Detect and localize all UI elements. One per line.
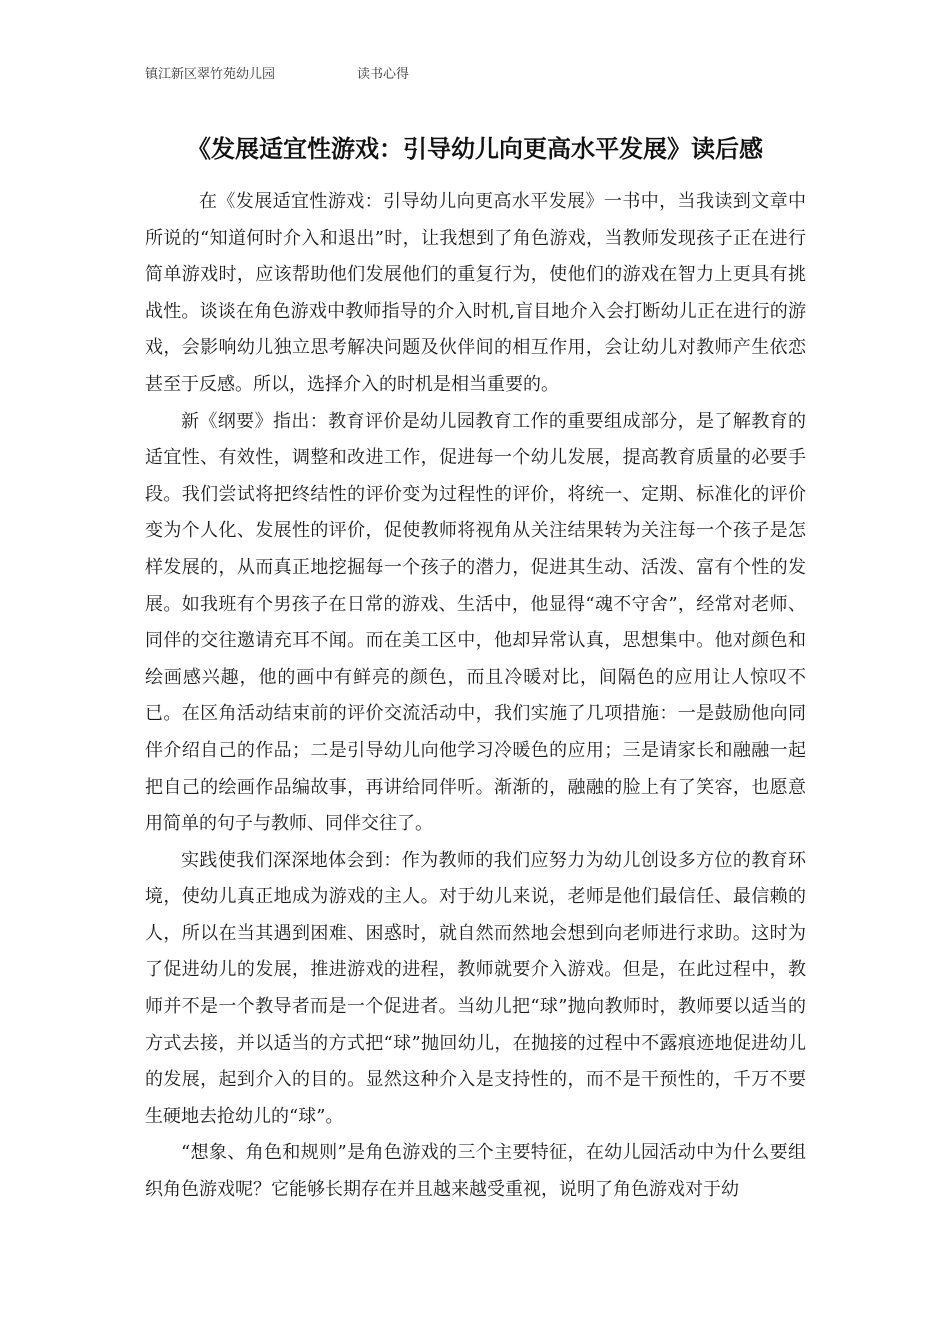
document-title: 《发展适宜性游戏：引导幼儿向更高水平发展》读后感: [187, 134, 763, 163]
page-header: [145, 66, 805, 84]
header-school-name: 镇江新区翠竹苑幼儿园: [145, 67, 276, 82]
paragraph-4: “想象、角色和规则”是角色游戏的三个主要特征，在幼儿园活动中为什么要组织角色游戏呢？它能够长期存在并且越来越受重视，说明了角色游戏对于幼: [145, 1142, 806, 1201]
document-body: [145, 184, 806, 1209]
paragraph-1: 在《发展适宜性游戏：引导幼儿向更高水平发展》一书中，当我读到文章中所说的“知道何时介入和退出”时，让我想到了角色游戏，当教师发现孩子正在进行简单游戏时，应该帮助他们发展他们的重复行为，使他们的游戏在智力上更具有挑战性。谈谈在角色游戏中教师指导的介入时机,盲目地介入会打断幼儿正在进行的游戏，会影响幼儿独立思考解决问题及伙伴间的相互作用，会让幼儿对教师产生依恋甚至于反感。所以，选择介入的时机是相当重要的。: [145, 191, 806, 395]
header-category: 读书心得: [357, 67, 410, 82]
paragraph-2: 新《纲要》指出：教育评价是幼儿园教育工作的重要组成部分，是了解教育的适宜性、有效性，调整和改进工作，促进每一个幼儿发展，提高教育质量的必要手段。我们尝试将把终结性的评价变为过程性的评价，将统一、定期、标准化的评价变为个人化、发展性的评价，促使教师将视角从关注结果转为关注每一个孩子是怎样发展的，从而真正地挖掘每一个孩子的潜力，促进其生动、活泼、富有个性的发展。如我班有个男孩子在日常的游戏、生活中，他显得“魂不守舍”，经常对老师、同伴的交往邀请充耳不闻。而在美工区中，他却异常认真，思想集中。他对颜色和绘画感兴趣，他的画中有鲜亮的颜色，而且冷暖对比，间隔色的应用让人惊叹不已。在区角活动结束前的评价交流活动中，我们实施了几项措施：一是鼓励他向同伴介绍自己的作品；二是引导幼儿向他学习冷暖色的应用；三是请家长和融融一起把自己的绘画作品编故事，再讲给同伴听。渐渐的，融融的脸上有了笑容，也愿意用简单的句子与教师、同伴交往了。: [145, 410, 806, 835]
paragraph-3: 实践使我们深深地体会到：作为教师的我们应努力为幼儿创设多方位的教育环境，使幼儿真正地成为游戏的主人。对于幼儿来说，老师是他们最信任、最信赖的人，所以在当其遇到困难、困惑时，就自然而然地会想到向老师进行求助。这时为了促进幼儿的发展，推进游戏的进程，教师就要介入游戏。但是，在此过程中，教师并不是一个教导者而是一个促进者。当幼儿把“球”抛向教师时，教师要以适当的方式去接，并以适当的方式把“球”抛回幼儿，在抛接的过程中不露痕迹地促进幼儿的发展，起到介入的目的。显然这种介入是支持性的，而不是干预性的，千万不要生硬地去抢幼儿的“球”。: [145, 849, 806, 1127]
